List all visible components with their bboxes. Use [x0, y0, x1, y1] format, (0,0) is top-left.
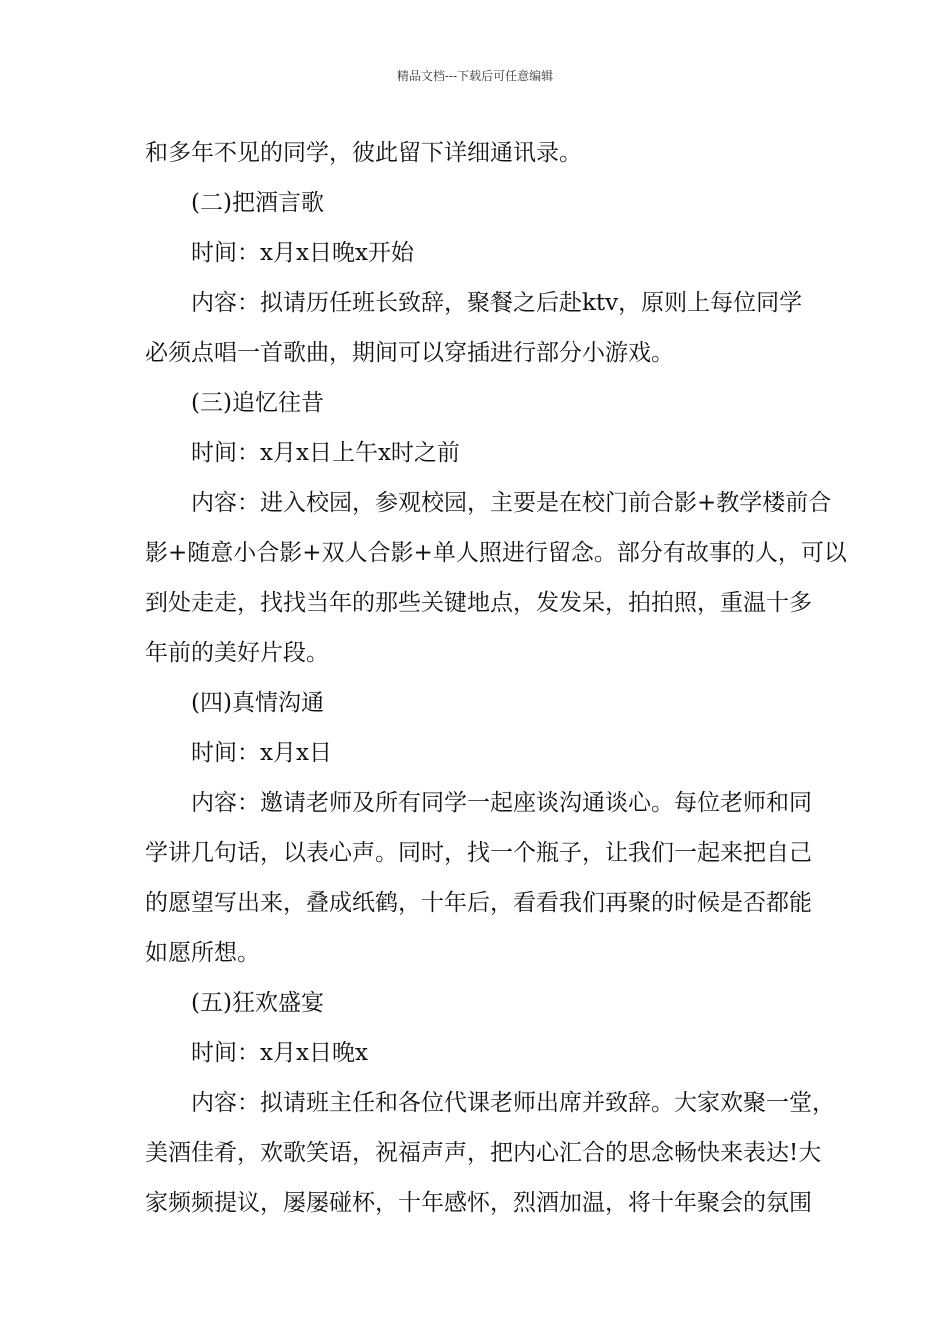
paragraph-line: 影+随意小合影+双人合影+单人照进行留念。部分有故事的人，可以 [145, 540, 847, 566]
section-heading: (二)把酒言歌 [191, 190, 324, 216]
paragraph-line: 学讲几句话，以表心声。同时，找一个瓶子，让我们一起来把自己 [145, 840, 812, 866]
paragraph-line: 家频频提议，屡屡碰杯，十年感怀，烈酒加温，将十年聚会的氛围 [145, 1190, 812, 1216]
section-heading: (四)真情沟通 [191, 690, 324, 716]
time-line: 时间：x月x日晚x [191, 1040, 368, 1066]
document-body [145, 128, 847, 1228]
section-heading: (五)狂欢盛宴 [191, 990, 324, 1016]
paragraph-line: 和多年不见的同学，彼此留下详细通讯录。 [145, 140, 582, 166]
paragraph-line: 如愿所想。 [145, 940, 260, 966]
paragraph-line: 必须点唱一首歌曲，期间可以穿插进行部分小游戏。 [145, 340, 674, 366]
paragraph-line: 美酒佳肴，欢歌笑语，祝福声声，把内心汇合的思念畅快来表达!大 [145, 1140, 822, 1166]
content-line: 内容：进入校园，参观校园，主要是在校门前合影+教学楼前合 [191, 490, 832, 516]
section-heading: (三)追忆往昔 [191, 390, 324, 416]
content-line: 内容：拟请历任班长致辞，聚餐之后赴ktv，原则上每位同学 [191, 290, 803, 316]
content-line: 内容：邀请老师及所有同学一起座谈沟通谈心。每位老师和同 [191, 790, 812, 816]
paragraph-line: 年前的美好片段。 [145, 640, 329, 666]
paragraph-line: 到处走走，找找当年的那些关键地点，发发呆，拍拍照，重温十多 [145, 590, 812, 616]
time-line: 时间：x月x日晚x开始 [191, 240, 414, 266]
page-header: 精品文档---下载后可任意编辑 [396, 69, 554, 83]
content-line: 内容：拟请班主任和各位代课老师出席并致辞。大家欢聚一堂， [191, 1090, 835, 1116]
paragraph-line: 的愿望写出来，叠成纸鹤，十年后，看看我们再聚的时候是否都能 [145, 890, 812, 916]
time-line: 时间：x月x日 [191, 740, 332, 766]
time-line: 时间：x月x日上午x时之前 [191, 440, 460, 466]
